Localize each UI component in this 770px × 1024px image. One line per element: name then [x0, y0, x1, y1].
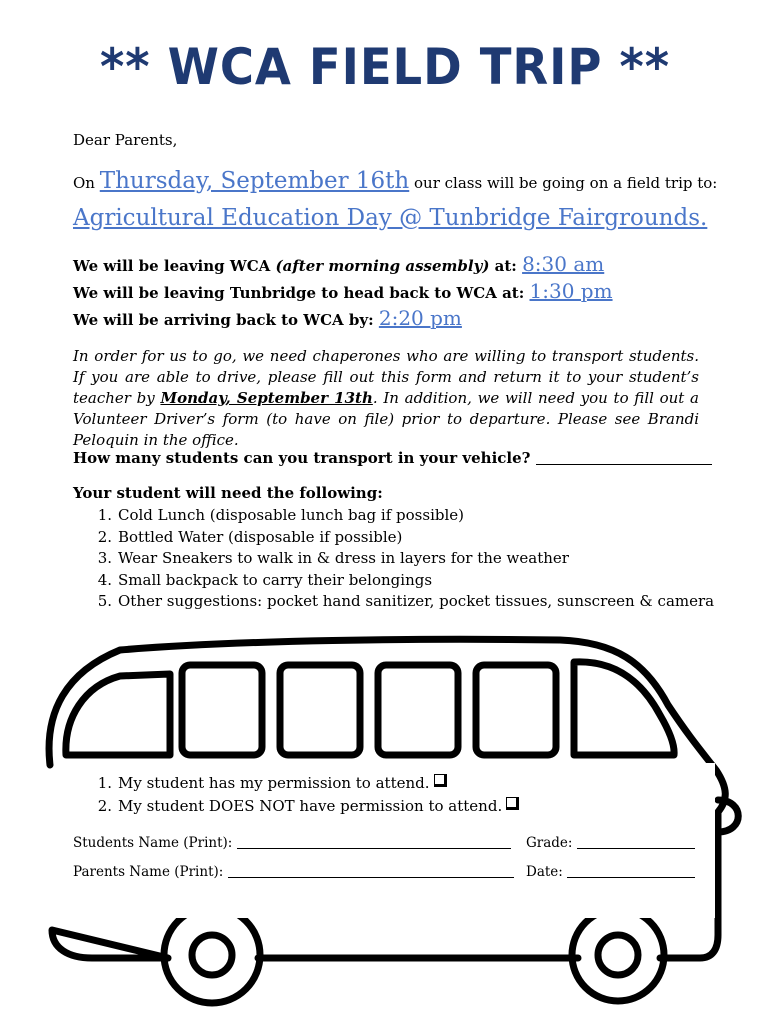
bus-window [182, 665, 262, 755]
list-number: 4. [97, 570, 112, 589]
list-text: Bottled Water (disposable if possible) [118, 527, 403, 546]
date-row [526, 864, 695, 880]
bus-wheel-rear-hub [192, 935, 232, 975]
list-text: Other suggestions: pocket hand sanitizer, pocket tissues, sunscreen & camera [118, 592, 715, 610]
date-label: Date: [526, 864, 563, 880]
trip-date: Thursday, September 16th [99, 168, 410, 194]
student-name-field[interactable] [237, 848, 511, 849]
list-number: 2. [97, 797, 112, 815]
schedule-note: (after morning assembly) [275, 257, 490, 275]
permission-list [90, 772, 519, 818]
schedule-label: We will be leaving Tunbridge to head back to WCA at: [73, 284, 525, 302]
date-field[interactable] [567, 877, 695, 878]
bus-window-front [66, 674, 170, 755]
parent-name-row [73, 864, 514, 880]
list-number: 5. [97, 592, 112, 610]
bus-window [280, 665, 360, 755]
transport-question-label: How many students can you transport in your vehicle? [73, 449, 531, 467]
list-number: 3. [97, 549, 112, 567]
parent-name-field[interactable] [228, 877, 514, 878]
permission-text: My student has my permission to attend. [118, 774, 430, 792]
bus-wheel-rear [164, 907, 260, 1003]
list-number: 2. [97, 527, 112, 546]
grade-field[interactable] [577, 848, 695, 849]
arrive-time: 2:20 pm [378, 306, 462, 330]
paragraph-text: In order for us to go, we need chaperones who are willing to transport students. If you are able to drive, please fill out this form and return it to your student’s teacher by [73, 347, 699, 407]
deadline-date: Monday, September 13th [160, 389, 373, 407]
date-prefix: On [73, 174, 95, 192]
bus-window [476, 665, 556, 755]
needs-heading: Your student will need the following: [73, 484, 383, 502]
list-text: Wear Sneakers to walk in & dress in layers for the weather [118, 549, 569, 567]
list-text: Cold Lunch (disposable lunch bag if possible) [118, 506, 464, 524]
page-title: ** WCA FIELD TRIP ** [99, 38, 671, 96]
checkbox-icon[interactable] [434, 774, 447, 787]
student-name-label: Students Name (Print): [73, 835, 233, 851]
schedule-label: We will be arriving back to WCA by: [73, 311, 374, 329]
permission-text: My student DOES NOT have permission to attend. [118, 797, 503, 815]
student-name-row [73, 835, 511, 851]
list-number: 1. [97, 506, 112, 524]
list-text: Small backpack to carry their belongings [118, 570, 433, 589]
depart-time: 8:30 am [522, 252, 605, 276]
list-number: 1. [97, 774, 112, 792]
bus-window-windshield [574, 662, 674, 755]
destination: Agricultural Education Day @ Tunbridge Fairgrounds. [73, 205, 708, 231]
bus-wheel-front [572, 909, 664, 1001]
bus-wheel-front-hub [598, 935, 638, 975]
permission-option[interactable] [90, 795, 519, 818]
schedule-label-end: at: [494, 257, 517, 275]
greeting: Dear Parents, [73, 131, 178, 149]
grade-label: Grade: [526, 835, 573, 851]
parent-name-label: Parents Name (Print): [73, 864, 224, 880]
return-time: 1:30 pm [529, 279, 613, 303]
date-suffix: our class will be going on a field trip to: [414, 174, 718, 192]
grade-row [526, 835, 695, 851]
permission-option[interactable] [90, 772, 519, 795]
checkbox-icon[interactable] [506, 797, 519, 810]
schedule-label: We will be leaving WCA [73, 257, 271, 275]
paragraph-text-end: . In addition, we will need you to fill out a Volunteer Driver’s form (to have on file) prior to departure. Please see Brandi Peloquin in the office. [73, 389, 699, 449]
bus-window [378, 665, 458, 755]
